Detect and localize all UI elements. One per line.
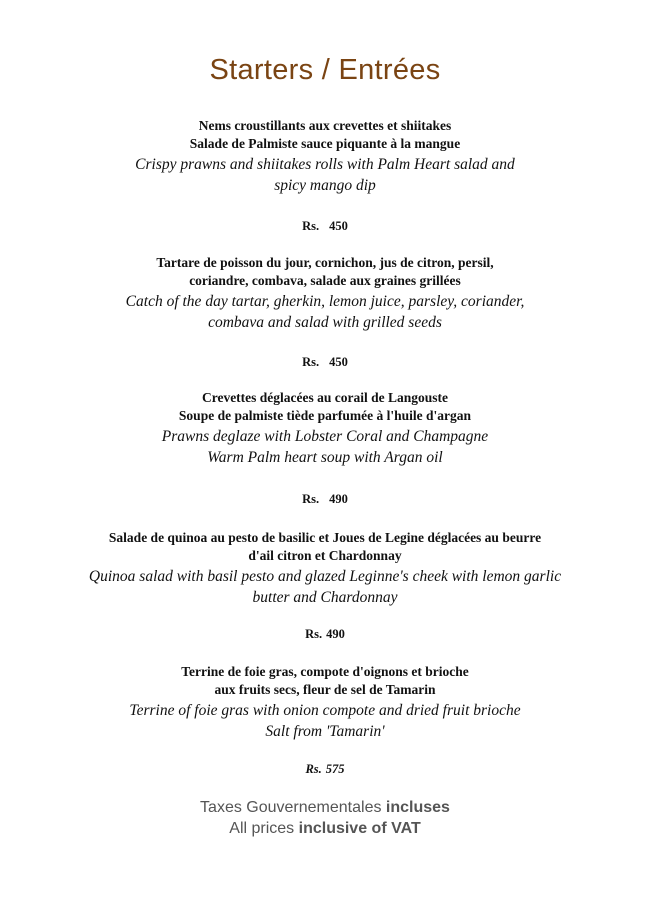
menu-item (40, 389, 610, 468)
dish-name-fr (40, 389, 610, 425)
dish-name-en-line: spicy mango dip (274, 177, 376, 194)
dish-name-en-line: Prawns deglaze with Lobster Coral and Champagne (161, 428, 489, 445)
dish-name-fr (40, 254, 610, 290)
price-value: 575 (325, 762, 345, 776)
dish-name-en (40, 154, 610, 196)
dish-name-fr-line: Salade de Palmiste sauce piquante à la mangue (189, 136, 461, 151)
price-currency: Rs. (305, 627, 323, 641)
dish-price (0, 355, 650, 370)
dish-name-fr-line: coriandre, combava, salade aux graines grillées (189, 273, 461, 288)
dish-name-fr-line: Salade de quinoa au pesto de basilic et Joues de Legine déglacées au beurre (108, 530, 542, 545)
dish-name-en (40, 426, 610, 468)
dish-name-en-line: Crispy prawns and shiitakes rolls with Palm Heart salad and (135, 156, 515, 173)
tax-notice-fr (0, 797, 650, 818)
dish-name-en-line: combava and salad with grilled seeds (208, 314, 442, 331)
dish-price (0, 219, 650, 234)
dish-name-fr-line: aux fruits secs, fleur de sel de Tamarin (214, 682, 436, 697)
tax-notice-fr-text: Taxes Gouvernementales (200, 799, 386, 816)
dish-name-en-line: Terrine of foie gras with onion compote and dried fruit brioche (129, 702, 521, 719)
tax-notice-en-emphasis: inclusive of VAT (298, 820, 421, 837)
dish-name-fr-line: d'ail citron et Chardonnay (248, 548, 402, 563)
menu-item (40, 254, 610, 333)
dish-price (0, 762, 650, 777)
dish-name-en-line: Salt from 'Tamarin' (265, 723, 385, 740)
dish-name-en (40, 700, 610, 742)
dish-price (0, 627, 650, 642)
dish-name-fr (20, 529, 630, 565)
tax-notice-fr-emphasis: incluses (385, 799, 450, 816)
tax-notice-en-text: All prices (229, 820, 299, 837)
dish-price (0, 492, 650, 507)
dish-name-fr-line: Soupe de palmiste tiède parfumée à l'huile d'argan (178, 408, 472, 423)
dish-name-fr-line: Terrine de foie gras, compote d'oignons et brioche (181, 664, 469, 679)
tax-notice (0, 797, 650, 839)
dish-name-en-line: Warm Palm heart soup with Argan oil (207, 449, 443, 466)
dish-name-fr-line: Crevettes déglacées au corail de Langouste (201, 390, 449, 405)
dish-name-fr-line: Nems croustillants aux crevettes et shiitakes (198, 118, 452, 133)
price-value: 450 (329, 219, 348, 233)
dish-name-fr (40, 117, 610, 153)
menu-item (40, 117, 610, 196)
price-value: 490 (326, 627, 345, 641)
menu-item (20, 529, 630, 608)
dish-name-en (20, 566, 630, 608)
dish-name-en-line: Quinoa salad with basil pesto and glazed Leginne's cheek with lemon garlic (88, 568, 562, 585)
price-currency: Rs. (305, 762, 322, 776)
price-value: 450 (329, 355, 348, 369)
price-currency: Rs. (302, 219, 320, 233)
menu-item (40, 663, 610, 742)
dish-name-en-line: Catch of the day tartar, gherkin, lemon juice, parsley, coriander, (125, 293, 525, 310)
dish-name-en (40, 291, 610, 333)
dish-name-fr-line: Tartare de poisson du jour, cornichon, jus de citron, persil, (156, 255, 494, 270)
price-currency: Rs. (302, 492, 320, 506)
price-value: 490 (329, 492, 348, 506)
dish-name-fr (40, 663, 610, 699)
tax-notice-en (0, 818, 650, 839)
dish-name-en-line: butter and Chardonnay (252, 589, 398, 606)
price-currency: Rs. (302, 355, 320, 369)
menu-title: Starters / Entrées (209, 54, 441, 86)
